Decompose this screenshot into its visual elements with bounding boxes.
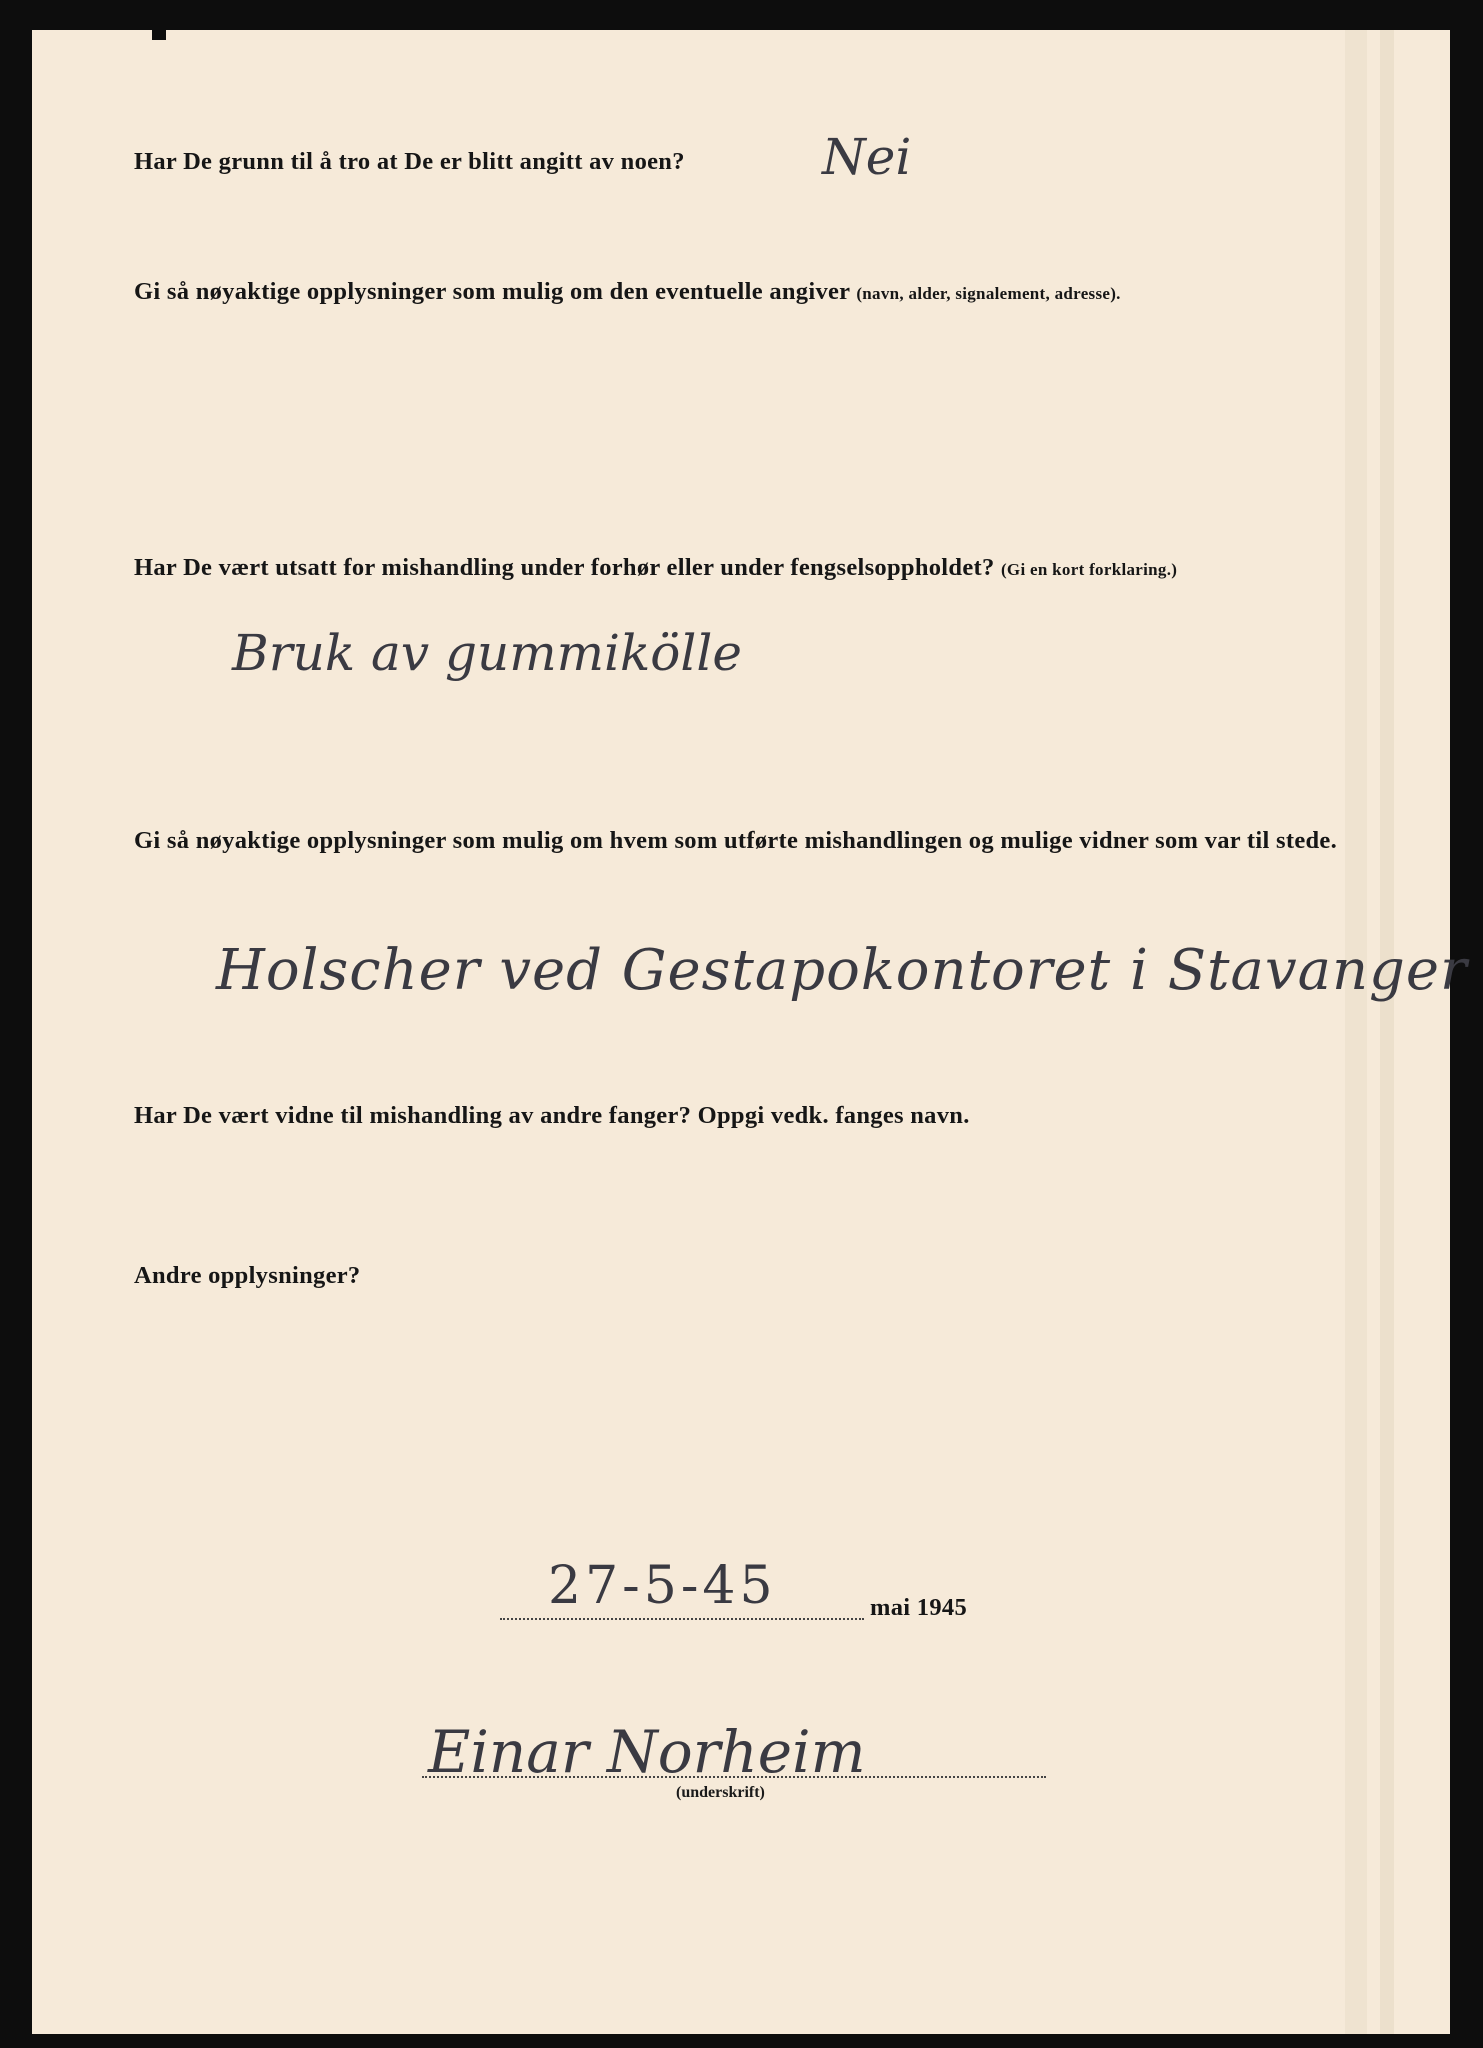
answer-informed: Nei bbox=[822, 128, 912, 186]
question-mistreatment: Har De vært utsatt for mishandling under forhør eller under fengselsoppholdet? (Gi en kort forklaring.) bbox=[134, 554, 1178, 581]
answer-mistreatment: Bruk av gummikölle bbox=[232, 624, 742, 682]
question-perpetrators: Gi så nøyaktige opplysninger som mulig om hvem som utførte mishandlingen og mulige vidner som var til stede. bbox=[134, 827, 1338, 854]
question-other-info: Andre opplysninger? bbox=[134, 1262, 361, 1289]
signature-label: (underskrift) bbox=[676, 1784, 765, 1801]
date-line bbox=[500, 1618, 864, 1620]
date-printed: mai 1945 bbox=[870, 1594, 967, 1621]
question-witness: Har De vært vidne til mishandling av andre fanger? Oppgi vedk. fanges navn. bbox=[134, 1102, 970, 1129]
signature: Einar Norheim bbox=[428, 1718, 866, 1786]
date-handwritten: 27-5-45 bbox=[548, 1556, 777, 1616]
question-informed: Har De grunn til å tro at De er blitt angitt av noen? bbox=[134, 148, 685, 175]
page-edge-band bbox=[1345, 30, 1367, 2034]
page-edge-band bbox=[1380, 30, 1394, 2034]
question-informer-details: Gi så nøyaktige opplysninger som mulig om den eventuelle angiver (navn, alder, signalement, adresse). bbox=[134, 278, 1121, 305]
corner-mark bbox=[152, 24, 166, 40]
answer-perpetrators: Holscher ved Gestapokontoret i Stavanger bbox=[216, 938, 1468, 1003]
signature-line bbox=[422, 1776, 1046, 1778]
